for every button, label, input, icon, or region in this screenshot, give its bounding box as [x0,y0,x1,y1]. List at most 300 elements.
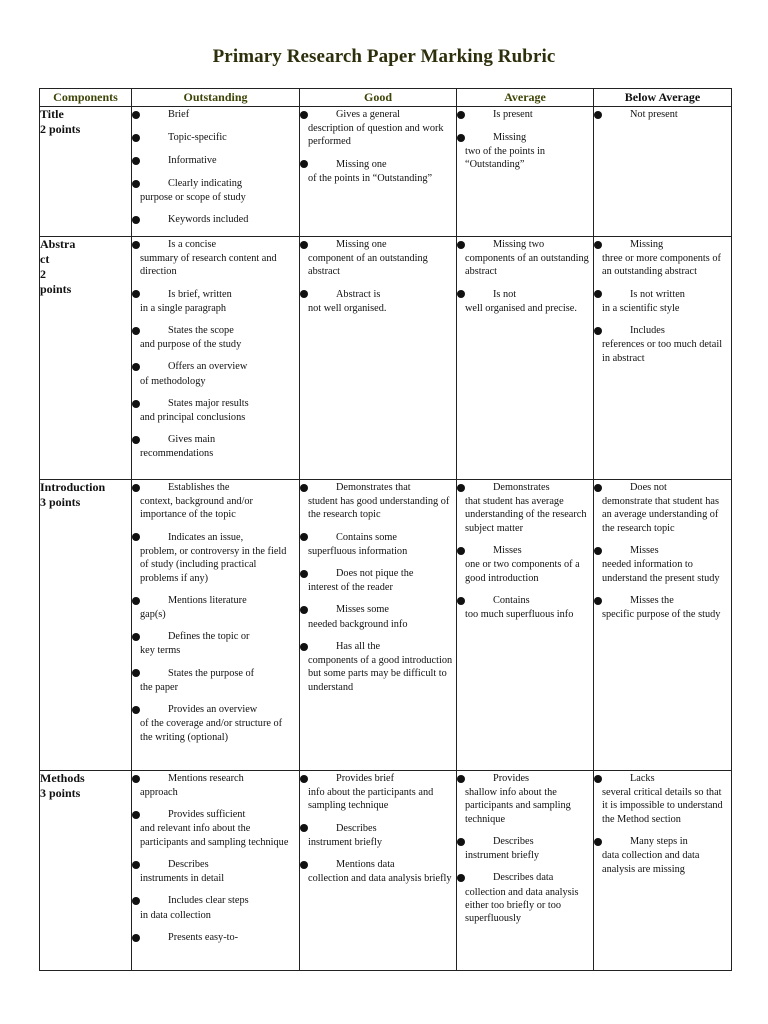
criterion-continuation: needed information to understand the present study [602,559,720,584]
criterion-item [457,287,593,315]
bullet-icon [594,484,602,492]
criterion-head [594,480,731,495]
criterion-first-line: Topic-specific [168,131,227,143]
criterion-continuation: context, background and/or importance of the topic [140,496,253,521]
criterion-continuation: in a scientific style [602,302,680,314]
bullet-icon [457,597,465,605]
criterion-head [132,629,299,644]
criterion-item [457,771,593,826]
bullet-icon [300,111,308,119]
bullet-icon [132,241,140,249]
criterion-item [132,176,299,204]
criteria-cell-below-average [594,771,732,971]
criterion-item [300,237,456,279]
criterion-continuation: two of the points in “Outstanding” [465,146,546,171]
criterion-head [132,287,299,302]
criterion-continuation: info about the participants and sampling technique [308,787,434,812]
criterion-item [594,593,731,621]
criterion-head [300,287,456,302]
criterion-continuation: collection and data analysis either too briefly or too superfluously [465,886,579,925]
criterion-first-line: Mentions literature [168,594,247,606]
criterion-continuation: and purpose of the study [140,339,242,351]
header-average: Average [457,89,594,107]
criterion-first-line: Includes [630,325,665,337]
component-label-line: Abstra [40,237,76,251]
bullet-icon [300,484,308,492]
criterion-head [594,107,731,122]
bullet-icon [594,547,602,555]
criteria-cell-average [457,771,594,971]
criterion-head [457,237,593,252]
criterion-item [457,107,593,122]
criterion-first-line: Contains some [336,531,397,543]
bullet-icon [132,533,140,541]
criterion-item [132,771,299,799]
criterion-first-line: Is present [493,108,533,120]
criteria-cell-below-average [594,237,732,480]
criteria-cell-below-average [594,480,732,771]
bullet-icon [300,160,308,168]
criterion-first-line: Not present [630,108,678,120]
criterion-item [132,894,299,922]
criterion-item [594,480,731,535]
bullet-icon [132,134,140,142]
criterion-first-line: Does not pique the [336,568,414,580]
criterion-first-line: Has all the [336,640,381,652]
criteria-cell-good [300,107,457,237]
criterion-head [300,480,456,495]
criterion-first-line: Missing one [336,158,387,170]
criterion-continuation: and principal conclusions [140,412,246,424]
criterion-continuation: specific purpose of the study [602,609,721,621]
criterion-head [457,287,593,302]
criterion-continuation: shallow info about the participants and sampling technique [465,787,571,825]
criterion-first-line: Missing one [336,238,387,250]
criterion-head [594,287,731,302]
criterion-head [300,107,456,122]
component-label-line: Methods [40,771,85,785]
criterion-first-line: Includes clear steps [168,895,249,907]
criterion-item [300,480,456,522]
criterion-head [594,771,731,786]
criterion-head [457,107,593,122]
bullet-icon [300,606,308,614]
criterion-item [594,543,731,585]
criterion-continuation: and relevant info about the participants and sampling technique [140,823,289,848]
bullet-icon [132,934,140,942]
criterion-continuation: instrument briefly [308,836,383,848]
criterion-continuation: not well organised. [308,302,387,314]
bullet-icon [457,547,465,555]
rubric-row [40,480,732,771]
criterion-continuation: that student has average understanding of the research subject matter [465,496,587,534]
criterion-item [132,432,299,460]
criterion-first-line: Is a concise [168,238,217,250]
criterion-item [132,153,299,168]
criterion-item [300,157,456,185]
criterion-head [132,593,299,608]
component-cell [40,480,132,771]
criterion-item [300,107,456,149]
criterion-item [132,212,299,227]
criteria-cell-below-average [594,107,732,237]
bullet-icon [457,290,465,298]
rubric-table [39,88,732,971]
criteria-cell-average [457,107,594,237]
criterion-item [132,287,299,315]
bullet-icon [300,861,308,869]
criterion-first-line: Is not [493,288,517,300]
criterion-head [457,771,593,786]
criterion-first-line: Describes [336,822,377,834]
criterion-item [300,603,456,631]
bullet-icon [457,134,465,142]
criterion-continuation: three or more components of an outstanding abstract [602,253,721,278]
criterion-continuation: summary of research content and direction [140,253,277,278]
header-good: Good [300,89,457,107]
criterion-first-line: Contains [493,594,530,606]
criterion-first-line: Is not written [630,288,685,300]
criterion-item [132,107,299,122]
criterion-first-line: Many steps in [630,836,688,848]
rubric-row [40,107,732,237]
criterion-item [457,480,593,535]
bullet-icon [300,643,308,651]
bullet-icon [300,824,308,832]
criterion-continuation: too much superfluous info [465,609,574,621]
criterion-first-line: Provides brief [336,772,395,784]
bullet-icon [132,706,140,714]
criterion-first-line: Clearly indicating [168,177,243,189]
bullet-icon [300,533,308,541]
criterion-head [132,894,299,909]
criterion-first-line: Misses [493,545,522,557]
bullet-icon [132,811,140,819]
criterion-item [132,530,299,585]
criterion-first-line: Defines the topic or [168,631,250,643]
criterion-item [132,807,299,849]
criterion-head [132,807,299,822]
criterion-item [300,821,456,849]
criterion-item [457,871,593,926]
criterion-head [300,237,456,252]
criterion-head [132,530,299,545]
criteria-cell-outstanding [132,480,300,771]
component-label-line: 3 points [40,495,81,509]
criterion-item [132,930,299,945]
criterion-head [300,603,456,618]
bullet-icon [132,597,140,605]
criterion-head [300,157,456,172]
criterion-first-line: Missing two [493,238,545,250]
criterion-first-line: Describes [493,836,534,848]
criterion-first-line: Presents easy-to- [168,931,239,943]
criterion-item [300,566,456,594]
criterion-continuation: one or two components of a good introduction [465,559,580,584]
component-label-line: 3 points [40,786,81,800]
criterion-first-line: Is brief, written [168,288,232,300]
criterion-item [300,287,456,315]
criterion-first-line: Abstract is [336,288,381,300]
bullet-icon [132,111,140,119]
criterion-head [132,666,299,681]
criterion-head [594,323,731,338]
criterion-head [300,639,456,654]
criterion-first-line: States the purpose of [168,667,255,679]
criterion-continuation: in data collection [140,909,211,921]
criterion-item [300,530,456,558]
criterion-head [300,821,456,836]
criterion-head [457,480,593,495]
criterion-first-line: Demonstrates that [336,481,411,493]
criterion-head [594,593,731,608]
criterion-first-line: Provides [493,772,530,784]
criterion-item [300,857,456,885]
rubric-row [40,771,732,971]
criterion-head [132,107,299,122]
header-below-average: Below Average [594,89,732,107]
criterion-head [457,130,593,145]
bullet-icon [457,111,465,119]
criterion-item [457,237,593,279]
header-outstanding: Outstanding [132,89,300,107]
criterion-continuation: key terms [140,645,181,657]
criteria-cell-good [300,237,457,480]
criterion-first-line: Missing [493,131,527,143]
bullet-icon [594,290,602,298]
bullet-icon [132,400,140,408]
criterion-first-line: Indicates an issue, [168,531,244,543]
criterion-item [457,130,593,172]
criterion-first-line: Lacks [630,772,655,784]
bullet-icon [132,180,140,188]
criterion-item [132,130,299,145]
component-label-line: ct [40,252,50,266]
bullet-icon [594,775,602,783]
criterion-first-line: Keywords included [168,214,249,226]
criterion-head [132,432,299,447]
criterion-head [132,323,299,338]
criterion-item [132,237,299,279]
criterion-head [132,480,299,495]
criterion-continuation: needed background info [308,618,408,630]
rubric-row [40,237,732,480]
bullet-icon [457,241,465,249]
bullet-icon [594,597,602,605]
criterion-first-line: Misses [630,545,659,557]
component-label-line: Introduction [40,480,106,494]
criterion-continuation: components of an outstanding abstract [465,253,589,278]
bullet-icon [300,775,308,783]
criteria-cell-average [457,237,594,480]
criterion-first-line: Gives main [168,434,216,446]
bullet-icon [457,874,465,882]
criterion-item [594,834,731,876]
criterion-continuation: several critical details so that it is impossible to understand the Method section [602,787,723,825]
bullet-icon [457,838,465,846]
bullet-icon [594,327,602,335]
criterion-head [132,153,299,168]
criterion-continuation: of the points in “Outstanding” [308,172,433,184]
criterion-head [457,871,593,886]
criterion-first-line: Gives a general [336,108,401,120]
criterion-continuation: problem, or controversy in the field of study (including practical problems if any) [140,545,287,584]
criterion-item [594,237,731,279]
criterion-first-line: Demonstrates [493,481,550,493]
component-cell [40,771,132,971]
criterion-continuation: collection and data analysis briefly [308,873,452,885]
criterion-head [132,130,299,145]
criterion-continuation: data collection and data analysis are missing [602,850,700,875]
bullet-icon [132,861,140,869]
criterion-first-line: Informative [168,154,217,166]
criterion-first-line: Describes [168,859,209,871]
criterion-head [132,360,299,375]
criterion-item [594,323,731,365]
criterion-item [594,107,731,122]
criterion-head [132,771,299,786]
criterion-continuation: instruments in detail [140,873,225,885]
component-cell [40,237,132,480]
criterion-continuation: interest of the reader [308,582,393,594]
criterion-item [132,396,299,424]
bullet-icon [132,216,140,224]
criterion-continuation: the paper [140,681,179,693]
criterion-item [132,857,299,885]
criterion-head [300,530,456,545]
criterion-continuation: of methodology [140,375,206,387]
criteria-cell-average [457,480,594,771]
criterion-continuation: description of question and work performed [308,123,444,148]
criterion-first-line: Does not [630,481,667,493]
criterion-continuation: purpose or scope of study [140,192,246,203]
criterion-continuation: gap(s) [140,609,166,621]
criterion-first-line: Provides sufficient [168,809,246,821]
criterion-continuation: of the coverage and/or structure of the writing (optional) [140,718,283,743]
criterion-item [594,287,731,315]
criterion-head [132,930,299,945]
criterion-item [132,666,299,694]
criterion-continuation: instrument briefly [465,850,540,862]
criterion-head [594,543,731,558]
criterion-item [132,593,299,621]
criterion-first-line: Provides an overview [168,704,258,716]
criterion-first-line: States the scope [168,325,234,337]
criterion-first-line: States major results [168,397,249,409]
criterion-item [132,629,299,657]
criterion-item [594,771,731,826]
criterion-item [457,593,593,621]
component-label-line: 2 [40,267,46,281]
criterion-first-line: Mentions data [336,859,395,871]
criterion-head [132,702,299,717]
criteria-cell-good [300,480,457,771]
page-title: Primary Research Paper Marking Rubric [212,46,556,67]
bullet-icon [132,484,140,492]
bullet-icon [300,570,308,578]
criterion-head [132,176,299,191]
criterion-continuation: well organised and precise. [465,302,577,314]
criterion-first-line: Offers an overview [168,361,248,373]
criteria-cell-outstanding [132,107,300,237]
criterion-first-line: Mentions research [168,772,244,784]
criterion-first-line: Missing [630,238,664,250]
criterion-head [457,834,593,849]
criterion-item [132,480,299,522]
criterion-continuation: in a single paragraph [140,302,227,314]
header-components: Components [40,89,132,107]
bullet-icon [132,327,140,335]
criterion-first-line: Misses some [336,604,389,616]
bullet-icon [457,775,465,783]
criterion-item [457,543,593,585]
criterion-head [457,543,593,558]
criterion-head [132,212,299,227]
criterion-item [132,323,299,351]
criterion-first-line: Brief [168,108,190,120]
criterion-head [300,857,456,872]
bullet-icon [300,241,308,249]
criterion-continuation: superfluous information [308,545,408,557]
bullet-icon [132,157,140,165]
bullet-icon [594,241,602,249]
criterion-continuation: components of a good introduction but some parts may be difficult to understand [308,655,453,693]
criterion-head [300,771,456,786]
component-label-line: points [40,282,72,296]
bullet-icon [132,363,140,371]
criterion-continuation: student has good understanding of the research topic [308,496,450,521]
criterion-head [132,237,299,252]
criteria-cell-outstanding [132,771,300,971]
header-row [40,89,732,107]
component-label-line: Title [40,107,64,121]
criterion-head [300,566,456,581]
bullet-icon [594,111,602,119]
bullet-icon [132,669,140,677]
criterion-continuation: approach [140,787,178,798]
bullet-icon [457,484,465,492]
criterion-head [132,857,299,872]
component-cell [40,107,132,237]
bullet-icon [132,775,140,783]
criterion-item [132,360,299,388]
bullet-icon [132,436,140,444]
bullet-icon [132,897,140,905]
criterion-item [132,702,299,744]
criterion-item [300,771,456,813]
criteria-cell-good [300,771,457,971]
criterion-first-line: Misses the [630,594,674,606]
bullet-icon [300,290,308,298]
criteria-cell-outstanding [132,237,300,480]
criterion-continuation: references or too much detail in abstract [602,339,723,364]
criterion-continuation: recommendations [140,448,214,460]
criterion-first-line: Describes data [493,872,554,884]
criterion-item [457,834,593,862]
bullet-icon [594,838,602,846]
criterion-head [132,396,299,411]
criterion-continuation: demonstrate that student has an average understanding of the research topic [602,496,719,534]
criterion-continuation: component of an outstanding abstract [308,253,428,278]
criterion-head [457,593,593,608]
criterion-head [594,834,731,849]
bullet-icon [132,290,140,298]
component-label-line: 2 points [40,122,81,136]
criterion-head [594,237,731,252]
bullet-icon [132,633,140,641]
criterion-first-line: Establishes the [168,481,230,493]
criterion-item [300,639,456,694]
